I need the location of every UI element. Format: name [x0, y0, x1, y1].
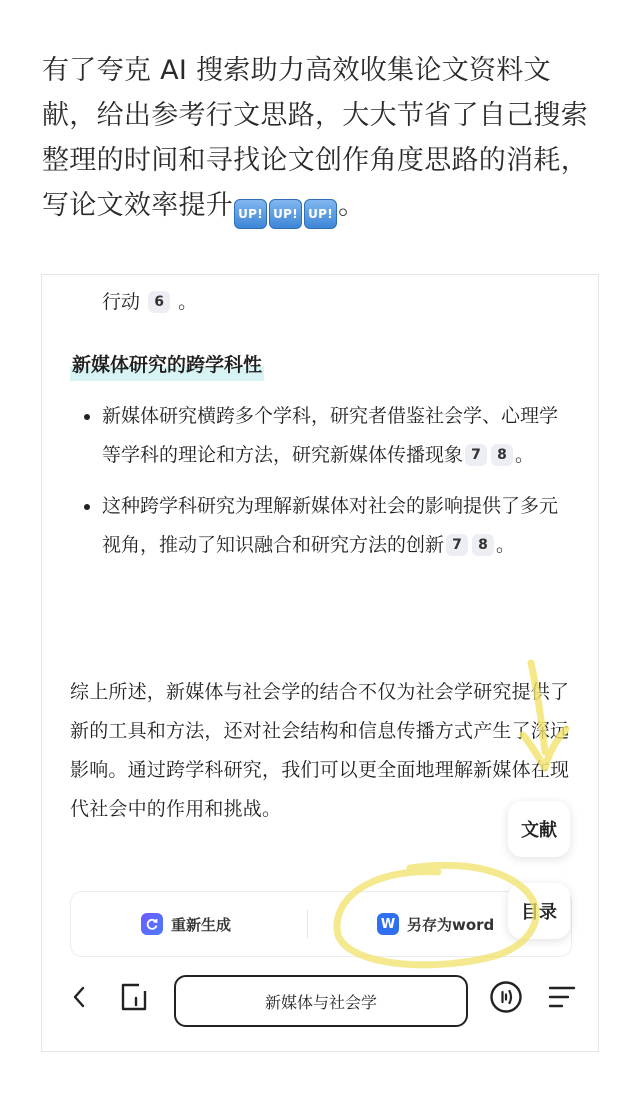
edit-button[interactable]: [116, 981, 152, 1017]
bullet-text: 这种跨学科研究为理解新媒体对社会的影响提供了多元视角，推动了知识融合和研究方法的创新: [102, 495, 559, 556]
intro-text: 有了夸克 AI 搜索助力高效收集论文资料文献，给出参考行文思路，大大节省了自己搜索整理的时间和寻找论文创作角度思路的消耗，写论文效率提升: [42, 55, 588, 221]
save-as-word-button[interactable]: [377, 892, 494, 956]
intro-end: 。: [338, 190, 366, 221]
up-badge-icon: UP!: [304, 199, 337, 229]
up-badge-icon: UP!: [269, 199, 302, 229]
refresh-icon: [141, 913, 163, 935]
intro-paragraph: [42, 48, 602, 229]
action-bar: [70, 891, 572, 957]
bullet-text: 新媒体研究横跨多个学科，研究者借鉴社会学、心理学等学科的理论和方法，研究新媒体传播现象: [102, 405, 559, 466]
list-item: [70, 487, 570, 565]
audio-wave-icon: [489, 980, 523, 1018]
word-icon: W: [377, 913, 399, 935]
section-heading: 新媒体研究的跨学科性: [70, 349, 264, 381]
audio-button[interactable]: [488, 981, 524, 1017]
summary-paragraph: 综上所述，新媒体与社会学的结合不仅为社会学研究提供了新的工具和方法，还对社会结构和信息传播方式产生了深远影响。通过跨学科研究，我们可以更全面地理解新媒体在现代社会中的作用和挑战。: [70, 681, 570, 820]
up-badge-icon: UP!: [234, 199, 267, 229]
citation-ref[interactable]: 7: [465, 444, 487, 466]
content-line: [102, 287, 197, 317]
divider: [307, 910, 308, 938]
citation-ref[interactable]: 6: [148, 291, 170, 313]
document-title: 新媒体与社会学: [264, 992, 377, 1012]
citation-ref[interactable]: 8: [472, 534, 494, 556]
bullet-end: 。: [515, 444, 535, 466]
citation-ref[interactable]: 7: [446, 534, 468, 556]
list-item: [70, 397, 570, 475]
bottom-toolbar: [42, 965, 598, 1041]
menu-lines-icon: [548, 985, 576, 1013]
back-button[interactable]: [64, 983, 94, 1015]
bullet-end: 。: [496, 534, 516, 556]
app-screenshot-card: [41, 274, 599, 1052]
chevron-left-icon: [72, 986, 86, 1012]
line-text: 行动: [102, 291, 141, 313]
references-button[interactable]: 文献: [508, 801, 570, 857]
citation-ref[interactable]: 8: [491, 444, 513, 466]
edit-box-icon: [119, 982, 149, 1016]
document-title-button[interactable]: [174, 975, 468, 1027]
toc-button[interactable]: 目录: [508, 883, 570, 939]
save-as-word-label: 另存为word: [407, 915, 495, 934]
regenerate-button[interactable]: [141, 892, 231, 956]
menu-button[interactable]: [546, 983, 578, 1015]
regenerate-label: 重新生成: [171, 915, 232, 934]
line-end: 。: [178, 291, 198, 313]
bullet-list: [70, 397, 570, 577]
